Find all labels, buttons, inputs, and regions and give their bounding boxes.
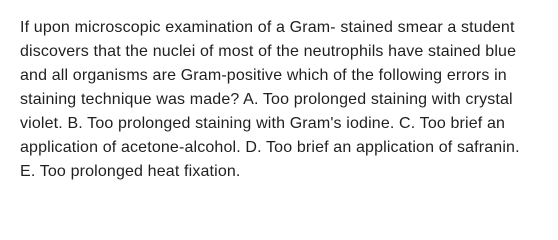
question-text: If upon microscopic examination of a Gram- stained smear a student discovers that the nuclei of most of the neutrophils have stained blue and all organisms are Gram-positive which of the following errors in staining technique was made? A. Too prolonged staining with crystal violet. B. Too prolonged staining with Gram's iodine. C. Too brief an application of acetone-alcohol. D. Too brief an application of safranin. E. Too prolonged heat fixation. [20, 19, 520, 180]
